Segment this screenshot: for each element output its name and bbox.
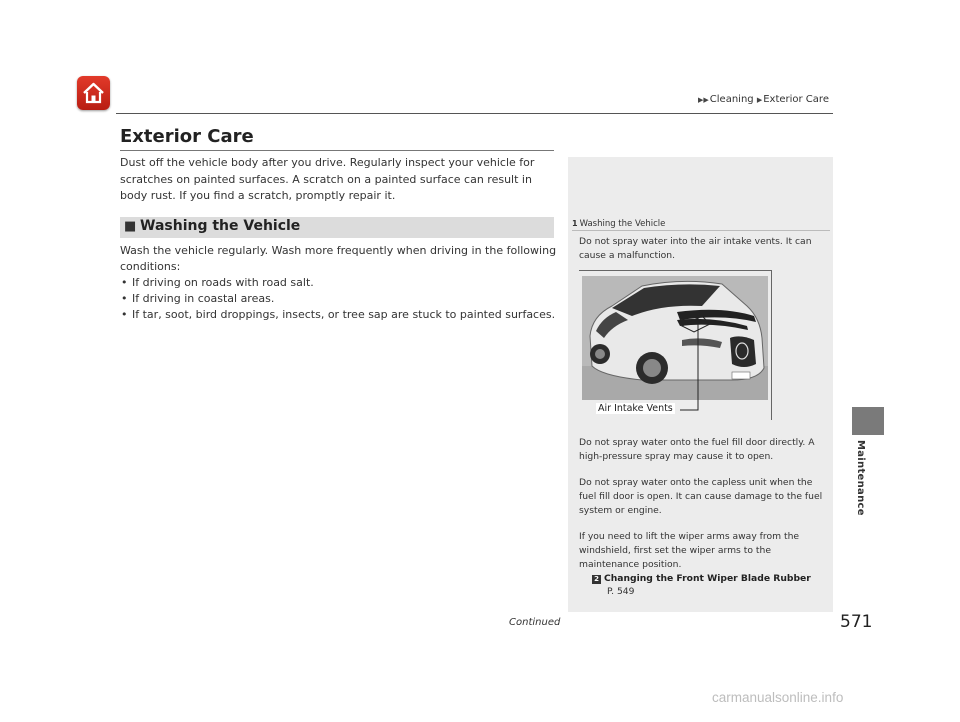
list-item: • If driving in coastal areas.	[120, 291, 560, 307]
xref-title: Changing the Front Wiper Blade Rubber	[604, 573, 811, 584]
sidebar-paragraph-4: If you need to lift the wiper arms away from the windshield, first set the wiper arms to the maintenance position.	[579, 531, 800, 570]
section-header	[120, 217, 554, 238]
square-bullet-icon: ■	[124, 219, 137, 234]
page-title: Exterior Care	[120, 126, 254, 147]
page-number: 571	[840, 612, 873, 632]
conditions-list	[120, 275, 560, 323]
sidebar-paragraph-2: Do not spray water onto the fuel fill door directly. A high-pressure spray may cause it to open.	[579, 437, 815, 462]
home-button[interactable]	[77, 76, 110, 110]
home-icon	[80, 79, 107, 107]
breadcrumb	[698, 94, 829, 105]
continued-note: Continued	[509, 617, 561, 628]
sidebar-paragraph-1: Do not spray water into the air intake vents. It can cause a malfunction.	[579, 236, 812, 261]
sidebar-paragraph-3: Do not spray water onto the capless unit when the fuel fill door is open. It can cause damage to the fuel system or engine.	[579, 477, 823, 516]
sidebar-divider	[572, 230, 830, 231]
breadcrumb-item-exterior-care[interactable]: Exterior Care	[763, 94, 829, 105]
list-item: • If tar, soot, bird droppings, insects, or tree sap are stuck to painted surfaces.	[120, 307, 560, 323]
sidebar-ref-number: 1	[572, 219, 578, 228]
xref-page[interactable]: P. 549	[607, 586, 635, 597]
section-body	[120, 243, 560, 323]
section-title: Washing the Vehicle	[140, 218, 301, 234]
figure-label-air-intake-vents: Air Intake Vents	[598, 403, 673, 414]
section-intro: Wash the vehicle regularly. Wash more frequently when driving in the following conditions:	[120, 244, 557, 273]
header-divider	[116, 113, 833, 114]
breadcrumb-item-cleaning[interactable]: Cleaning	[709, 94, 754, 105]
side-tab-label: Maintenance	[855, 440, 866, 516]
watermark: carmanualsonline.info	[712, 690, 844, 705]
list-item: • If driving on roads with road salt.	[120, 275, 560, 291]
sidebar-title	[572, 219, 665, 229]
leader-line	[660, 310, 720, 415]
section-tab-marker	[852, 407, 884, 435]
triangle-right-icon: ▶▶	[698, 96, 709, 104]
cross-reference-link[interactable]	[592, 572, 811, 586]
xref-arrow-icon: 2	[592, 575, 601, 584]
title-divider	[120, 150, 554, 151]
triangle-right-icon: ▶	[756, 96, 763, 104]
sidebar-title-text: Washing the Vehicle	[579, 219, 666, 229]
intro-paragraph: Dust off the vehicle body after you drive. Regularly inspect your vehicle for scratches on painted surfaces. A scratch on a painted surface can result in body rust. If you find a scratch, promptly repair it.	[120, 156, 535, 202]
